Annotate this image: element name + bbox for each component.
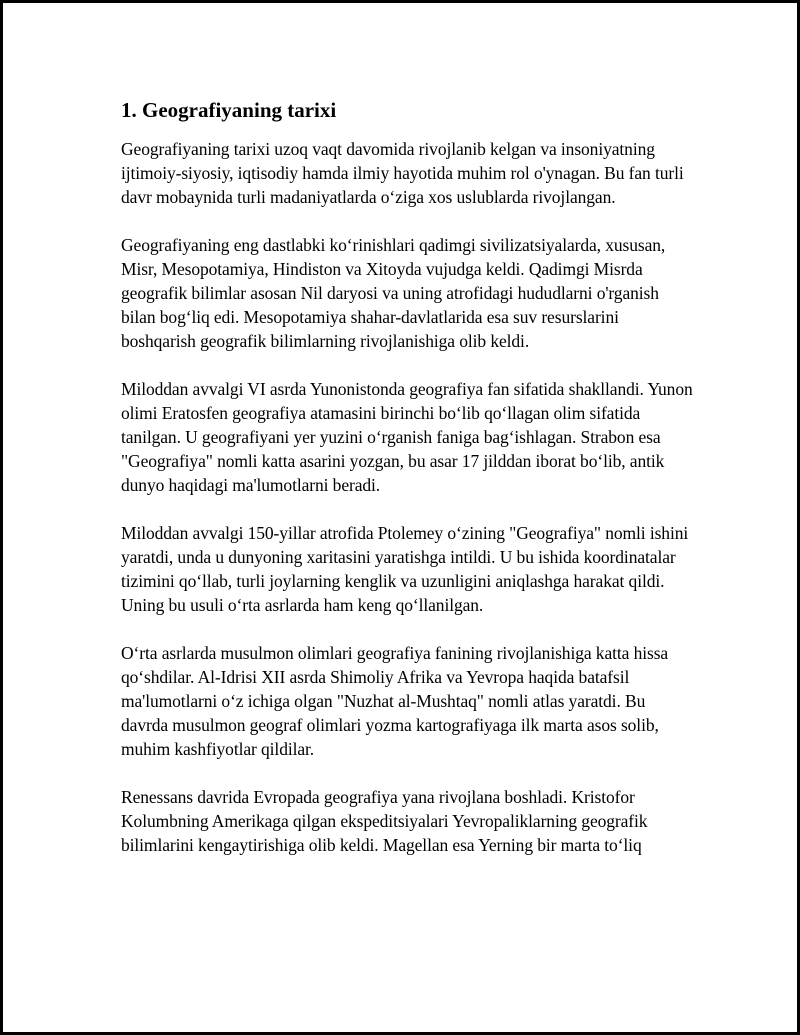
paragraph-2: Geografiyaning eng dastlabki ko‘rinishlari qadimgi sivilizatsiyalarda, xususan, Misr, Mesopotamiya, Hindiston va Xitoyda vujudga keldi. Qadimgi Misrda geografik bilimlar asosan Nil daryosi va uning atrofidagi hududlarni o'rganish bilan bog‘liq edi. Mesopotamiya shahar-davlatlarida esa suv resurslarini boshqarish geografik bilimlarning rivojlanishiga olib keldi. — [121, 235, 666, 351]
paragraph-3: Miloddan avvalgi VI asrda Yunonistonda geografiya fan sifatida shakllandi. Yunon olimi Eratosfen geografiya atamasini birinchi bo‘lib qo‘llagan olim sifatida tanilgan. U geografiyani yer yuzini o‘rganish faniga bag‘ishlagan. Strabon esa "Geografiya" nomli katta asarini yozgan, bu asar 17 jilddan iborat bo‘lib, antik dunyo haqidagi ma'lumotlarni beradi. — [121, 379, 693, 495]
paragraph-4: Miloddan avvalgi 150-yillar atrofida Ptolemey o‘zining "Geografiya" nomli ishini yaratdi, unda u dunyoning xaritasini yaratishga intildi. U bu ishida koordinatalar tizimini qo‘llab, turli joylarning kenglik va uzunligini aniqlashga harakat qildi. Uning bu usuli o‘rta asrlarda ham keng qo‘llanilgan. — [121, 523, 689, 615]
document-content — [121, 96, 693, 857]
paragraph-6: Renessans davrida Evropada geografiya yana rivojlana boshladi. Kristofor Kolumbning Amerikaga qilgan ekspeditsiyalari Yevropaliklarning geografik bilimlarini kengaytirishiga olib keldi. Magellan esa Yerning bir marta to‘liq — [121, 787, 648, 855]
paragraph-5: O‘rta asrlarda musulmon olimlari geografiya fanining rivojlanishiga katta hissa qo‘shdilar. Al-Idrisi XII asrda Shimoliy Afrika va Yevropa haqida batafsil ma'lumotlarni o‘z ichiga olgan "Nuzhat al-Mushtaq" nomli atlas yaratdi. Bu davrda musulmon geograf olimlari yozma kartografiyaga ilk marta asos solib, muhim kashfiyotlar qildilar. — [121, 643, 669, 759]
section-heading: 1. Geografiyaning tarixi — [121, 98, 337, 122]
paragraph-1: Geografiyaning tarixi uzoq vaqt davomida rivojlanib kelgan va insoniyatning ijtimoiy-siyosiy, iqtisodiy hamda ilmiy hayotida muhim rol o'ynagan. Bu fan turli davr mobaynida turli madaniyatlarda o‘ziga xos uslublarda rivojlangan. — [121, 139, 684, 207]
